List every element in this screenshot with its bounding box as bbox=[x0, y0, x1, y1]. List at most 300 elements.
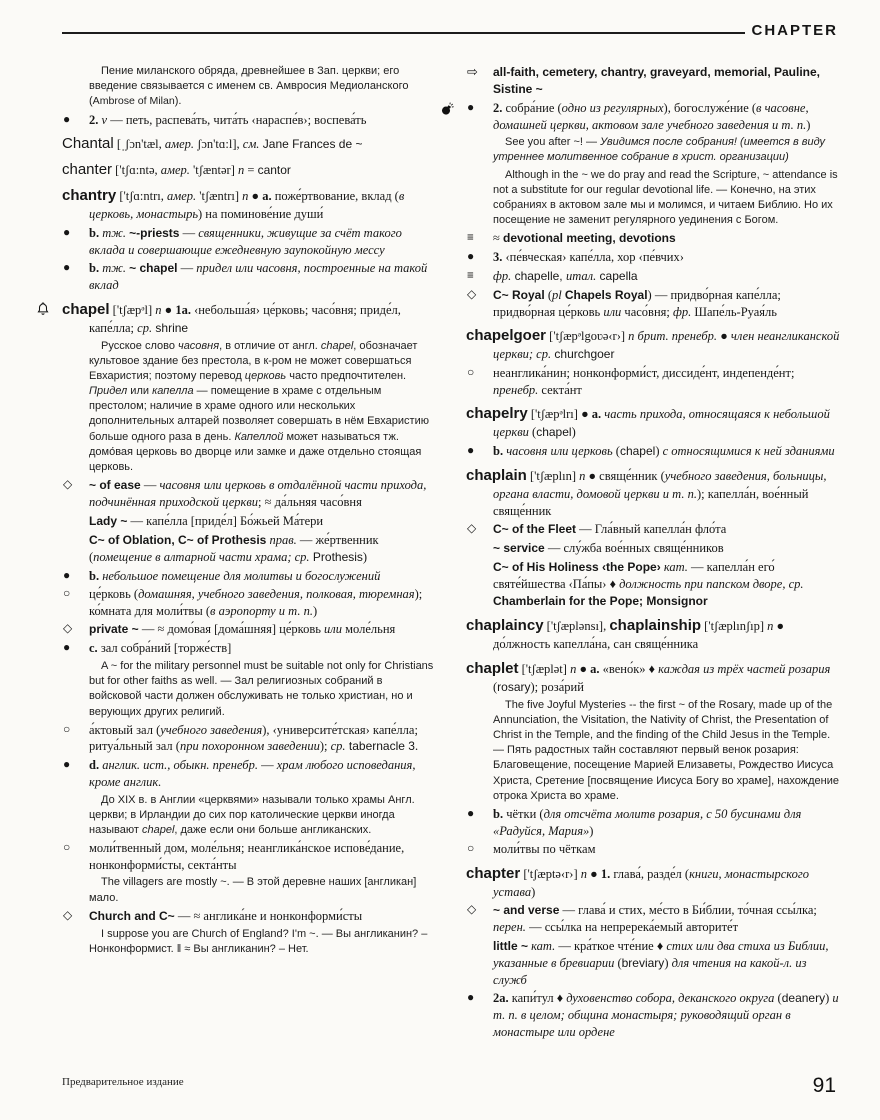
text-run: ● bbox=[161, 302, 176, 317]
text-run: breviary bbox=[621, 955, 665, 970]
text-run: ['tʃæpᵊlrı] ● bbox=[527, 407, 592, 422]
text-run: = bbox=[244, 163, 258, 178]
text-run: ) bbox=[362, 549, 368, 564]
text-run: chapel bbox=[320, 339, 354, 352]
dictionary-entry bbox=[62, 160, 438, 180]
text-run: — ссы́лка на непререка́емый авторите́т bbox=[525, 920, 739, 935]
text-run: . bbox=[414, 739, 419, 754]
text-run: d. bbox=[89, 758, 100, 773]
text-run: часть прихода, относящаяся к небольшой церкви bbox=[493, 407, 830, 440]
text-run: n bbox=[579, 469, 586, 484]
text-run: ['tʃæpᵊl] bbox=[109, 302, 156, 317]
text-run: ~ and verse bbox=[493, 903, 560, 918]
text-run: ) bbox=[655, 444, 663, 459]
dictionary-entry bbox=[466, 466, 842, 519]
circle-marker-icon: ○ bbox=[63, 840, 71, 855]
sense-line bbox=[62, 586, 438, 619]
text-run: n bbox=[570, 661, 577, 676]
left-column bbox=[62, 62, 438, 1041]
text-run: b. bbox=[89, 568, 100, 583]
sense-line bbox=[466, 249, 842, 266]
two-column-text bbox=[62, 62, 842, 1041]
text-run: 3. bbox=[493, 250, 503, 265]
equiv-marker-icon: ≡ bbox=[467, 230, 474, 245]
text-run: b. bbox=[493, 444, 504, 459]
text-run: — ≈ англика́не и нонконформи́сты bbox=[174, 908, 363, 923]
dot-marker-icon: ● bbox=[63, 260, 71, 275]
text-run: private ~ bbox=[89, 622, 139, 637]
text-run: книги, монастырского устава bbox=[493, 866, 810, 899]
text-run: Русское слово bbox=[101, 339, 178, 352]
text-run: прав. bbox=[269, 532, 297, 547]
text-run: тж. bbox=[102, 261, 126, 276]
text-run: ) bbox=[806, 117, 811, 132]
circle-marker-icon: ○ bbox=[63, 721, 71, 736]
text-run: ['tʃɑ:ntə, bbox=[112, 163, 161, 178]
text-run: chaplet bbox=[466, 659, 519, 677]
usage-note bbox=[62, 64, 438, 110]
text-run: ( bbox=[614, 955, 622, 970]
text-run: C~ of the Fleet bbox=[493, 522, 577, 537]
text-run: pl bbox=[551, 287, 562, 302]
dot-marker-icon: ● bbox=[63, 111, 71, 126]
sense-line bbox=[62, 621, 438, 638]
text-run: chapel bbox=[619, 444, 656, 459]
text-run: англик. ист., обыкн. пренебр. bbox=[102, 758, 258, 773]
text-run: C~ of His Holiness ‹the Pope› bbox=[493, 560, 661, 575]
sense-line bbox=[466, 806, 842, 839]
text-run: перен. bbox=[493, 920, 526, 935]
dictionary-entry bbox=[62, 134, 438, 154]
text-run: [ˌʃɔn'tæl, bbox=[113, 137, 165, 152]
text-run: ● bbox=[717, 329, 731, 344]
text-run: ) bbox=[825, 991, 833, 1006]
text-run: домашняя, учебного заведения, полковая, тюремная bbox=[138, 587, 415, 602]
text-run: chaplain bbox=[466, 467, 527, 485]
text-run: ['tʃæplət] bbox=[518, 661, 571, 676]
text-run: часо́вня; bbox=[621, 304, 673, 319]
sense-line bbox=[62, 840, 438, 873]
text-run: ); роза́рий bbox=[530, 679, 584, 694]
text-run: Пение миланского обряда, древнейшее в Зап. церкви; его введение связывается с именем св. Амвросия Медиоланского ( bbox=[89, 65, 409, 108]
text-run: ) — придво́рная капе́лла; придво́рная це́рковь bbox=[493, 287, 781, 319]
text-run: фр. bbox=[493, 268, 512, 283]
text-run: n bbox=[580, 866, 587, 881]
dot-marker-icon: ● bbox=[63, 757, 71, 772]
text-run: Придел bbox=[89, 385, 128, 398]
text-run: A ~ for the military personnel must be suitable not only for Christians but for other faiths as well. — Зал религиозных собраний в войсковой части должен обслуживать не только христиан, но и верующих других религий. bbox=[89, 660, 434, 718]
text-run: 1. bbox=[600, 866, 611, 881]
text-run: Увидимся после собрания! (имеется в виду утреннее молитвенное собрание в христ. организации) bbox=[493, 136, 826, 164]
text-run: и т. п. в целом; община монастыря; руководящий орган в монастыре или ордене bbox=[493, 991, 839, 1040]
text-run: The five Joyful Mysteries -- the first ~ of the Rosary, made up of the Annunciation, the Visitation, the Nativity of Christ, the Presentation of Christ in the Temple, and the finding of the Child Jesus in the Temple. — Пять радостных тайн составляют первый венок розария: Благовещение, посещение Марией Елизаветы, Рождество Иисуса Христа, Сретение [посвящение Иисуса Богу во храме], нахождение отрока Христа во храме. bbox=[493, 698, 840, 802]
text-run: ( bbox=[544, 287, 552, 302]
text-run: The villagers are mostly ~. — В этой деревне наших [англикан] мало. bbox=[89, 876, 417, 904]
text-run: ['tʃæptə‹r›] bbox=[520, 866, 581, 881]
text-run: n bbox=[155, 302, 162, 317]
diamond-marker-icon: ◇ bbox=[63, 907, 73, 922]
sense-line bbox=[62, 477, 438, 511]
dot-marker-icon: ● bbox=[63, 640, 71, 655]
sense-line bbox=[62, 260, 438, 294]
text-run: ( bbox=[528, 425, 537, 440]
text-run: ‹небольша́я› це́рковь; часо́вня; приде́л, капе́лла; bbox=[89, 302, 401, 335]
dictionary-entry bbox=[466, 326, 842, 363]
diamond-marker-icon: ◇ bbox=[63, 477, 73, 492]
text-run: ( bbox=[493, 679, 498, 694]
page-number: 91 bbox=[812, 1074, 836, 1097]
text-run: ‹пе́вческая› капе́лла, хор ‹пе́вчих› bbox=[502, 250, 684, 265]
diamond-marker-icon: ◇ bbox=[467, 286, 477, 301]
text-run: chanter bbox=[62, 161, 113, 179]
text-run: b. bbox=[89, 225, 100, 240]
dictionary-entry bbox=[466, 659, 842, 696]
text-run: моли́твы по чёткам bbox=[493, 842, 596, 857]
text-run: Ambrose of Milan bbox=[92, 95, 175, 108]
text-run: 2a. bbox=[493, 991, 509, 1006]
text-run: deanery bbox=[781, 991, 826, 1006]
text-run: церковь bbox=[244, 369, 287, 382]
text-run: chapelry bbox=[466, 405, 528, 423]
sense-line bbox=[466, 559, 842, 610]
text-run: ● bbox=[587, 866, 601, 881]
text-run: C~ Royal bbox=[493, 287, 545, 302]
text-run: devotional meeting, devotions bbox=[503, 231, 676, 246]
circle-marker-icon: ○ bbox=[467, 841, 475, 856]
text-run: chapter bbox=[466, 864, 521, 882]
diamond-marker-icon: ◇ bbox=[467, 902, 477, 917]
text-run: неанглика́нин; нонконформи́ст, диссиде́нт, индепенде́нт; bbox=[493, 366, 795, 381]
text-run: Lady ~ bbox=[89, 513, 128, 528]
text-run: 'tʃæntər] bbox=[189, 163, 238, 178]
sense-line bbox=[466, 990, 842, 1040]
text-run: ср. bbox=[330, 739, 346, 754]
text-run: ~-priests bbox=[129, 225, 180, 240]
sense-line bbox=[466, 521, 842, 538]
text-run: ['tʃæplınʃıp] bbox=[701, 619, 768, 634]
text-run: b. bbox=[89, 261, 100, 276]
header-rule bbox=[62, 32, 745, 34]
text-run: n bbox=[238, 163, 245, 178]
text-run: духовенство собора, деканского округа bbox=[566, 991, 775, 1006]
text-run: «вено́к» ♦ bbox=[599, 661, 659, 676]
usage-note bbox=[466, 135, 842, 165]
text-run: моле́льня bbox=[342, 622, 396, 637]
usage-note bbox=[62, 927, 438, 957]
text-run: ● до́лжность капелла́на, сан свяще́нника bbox=[493, 619, 785, 652]
text-run: амер. bbox=[160, 163, 190, 178]
text-run: пренебр. bbox=[493, 382, 539, 397]
dictionary-entry bbox=[62, 300, 438, 337]
text-run: 2. bbox=[493, 100, 503, 115]
text-run: chaplainship bbox=[609, 617, 702, 635]
sense-line bbox=[62, 722, 438, 756]
text-run: ( bbox=[612, 444, 620, 459]
sense-line bbox=[466, 64, 842, 98]
text-run: учебного заведения bbox=[160, 722, 263, 737]
text-run: — bbox=[257, 758, 277, 773]
text-run: может называться тж. домо́вая церковь во дворце или замке и даже отдельно стоящая церковь. bbox=[89, 430, 422, 473]
text-run: v bbox=[101, 112, 108, 127]
text-run: ) bbox=[571, 425, 576, 440]
text-run: в аэропорту и т. п. bbox=[210, 603, 313, 618]
circle-marker-icon: ○ bbox=[63, 586, 71, 601]
text-run: в часовне, домашней церкви, актовом зале учебного заведения и т. п. bbox=[493, 100, 809, 132]
text-run: ['tʃɑ:ntrı, bbox=[116, 189, 167, 204]
text-run: a. bbox=[591, 407, 602, 422]
text-run: поже́ртвование, вклад ( bbox=[271, 189, 399, 204]
text-run: a. bbox=[262, 189, 272, 204]
text-run: ● bbox=[576, 661, 591, 676]
running-head-word: CHAPTER bbox=[751, 22, 838, 39]
text-run: capella bbox=[596, 268, 638, 283]
text-run: или bbox=[127, 385, 153, 398]
text-run: ['tʃæplın] bbox=[526, 469, 580, 484]
sense-line bbox=[466, 230, 842, 247]
usage-note bbox=[62, 339, 438, 476]
text-run: See you after ~! — bbox=[505, 136, 601, 149]
text-run: или bbox=[324, 622, 342, 637]
text-run: b. bbox=[493, 806, 504, 821]
text-run: — bbox=[179, 225, 199, 240]
sense-line bbox=[62, 568, 438, 585]
dot-marker-icon: ● bbox=[63, 224, 71, 239]
text-run: фр. bbox=[672, 304, 692, 319]
text-run: должность при папском дворе, ср. bbox=[619, 577, 804, 592]
text-run: амер. bbox=[164, 137, 195, 152]
text-run: Шапе́ль-Руая́ль bbox=[691, 304, 777, 319]
text-run: в церковь, монастырь bbox=[89, 189, 405, 221]
dot-marker-icon: ● bbox=[467, 249, 475, 264]
text-run: — капелла́н его́ святе́йшества ‹Па́пы› ♦ bbox=[493, 560, 775, 592]
text-run: 2. bbox=[89, 112, 102, 127]
text-run: каждая из трёх частей розария bbox=[658, 661, 831, 676]
sense-line bbox=[62, 513, 438, 530]
text-run: — помещение в храме с отдельным престолом; наличие в храме одного или нескольких дополнительных алтарей позволяет совершать в нём Евхаристию больше одного раза в день. bbox=[89, 385, 429, 443]
text-run: — ≈ домо́вая [дома́шняя] це́рковь bbox=[138, 622, 325, 637]
text-run: часовня или церковь в отдалённой части прихода, подчинённая приходской церкви bbox=[89, 478, 427, 510]
sense-line bbox=[62, 908, 438, 925]
text-run: собра́ние ( bbox=[502, 100, 562, 115]
text-run: помещение в алтарной части храма; ср. bbox=[93, 549, 310, 564]
right-column bbox=[466, 62, 842, 1041]
text-run: капи́тул ♦ bbox=[508, 991, 567, 1006]
text-run: c. bbox=[89, 641, 98, 656]
text-run: ) на поминове́ние души́ bbox=[198, 206, 324, 221]
text-run: tabernacle 3 bbox=[345, 739, 415, 754]
text-run: кат. bbox=[531, 938, 556, 953]
text-run: n bbox=[242, 189, 249, 204]
text-run: ['tʃæpᵊlgoʋə‹r›] bbox=[546, 329, 629, 344]
text-run: священники, живущие за счёт такого вклада и совершающие ежедневную заупокойную мессу bbox=[89, 225, 402, 257]
dot-marker-icon: ● bbox=[467, 990, 475, 1005]
text-run: ); bbox=[319, 739, 331, 754]
text-run: це́рковь ( bbox=[89, 587, 139, 602]
text-run: чётки ( bbox=[503, 806, 544, 821]
text-run: — Гла́вный капелла́н фло́та bbox=[576, 522, 727, 537]
text-run: моли́твенный дом, моле́льня; неанглика́нское испове́дание, нонконформи́сты, секта́нты bbox=[89, 841, 405, 872]
text-run: при похоронном заведении bbox=[179, 739, 320, 754]
text-run: глава́, разде́л ( bbox=[610, 866, 690, 881]
text-run: секта́нт bbox=[538, 382, 582, 397]
text-run: амер. bbox=[166, 189, 197, 204]
text-run: часовня или церковь bbox=[506, 444, 613, 459]
text-run: — слу́жба вое́нных свяще́нников bbox=[544, 541, 724, 556]
text-run: chapelle, bbox=[511, 268, 566, 283]
text-run: часто предпочтителен. bbox=[286, 369, 407, 382]
text-run: член неангликанской церкви; ср. bbox=[493, 329, 840, 362]
text-run: ~ of ease bbox=[89, 478, 141, 493]
bomb-icon bbox=[440, 102, 460, 121]
text-run: — петь, распева́ть, чита́ть ‹нараспе́в›; воспева́ть bbox=[107, 112, 367, 127]
text-run: — bbox=[177, 261, 197, 276]
text-run: Chamberlain for the Pope; Monsignor bbox=[493, 594, 708, 609]
usage-note bbox=[62, 793, 438, 839]
text-run: ) bbox=[589, 823, 594, 838]
text-run: тж. bbox=[102, 225, 126, 240]
text-run: ● bbox=[248, 189, 263, 204]
text-run: ) bbox=[312, 603, 318, 618]
text-run: rosary bbox=[497, 679, 531, 694]
text-run: — кра́ткое чте́ние ♦ bbox=[555, 938, 667, 953]
running-header bbox=[62, 22, 838, 39]
text-run: chantry bbox=[62, 187, 117, 205]
text-run: Although in the ~ we do pray and read the Scripture, ~ attendance is not a substitute for our regular devotional life. — Конечно, на этих собраниях в актовом зале мы и молимся, и читаем Библию. Но их посещение не заменит регулярного уединения с Богом. bbox=[493, 168, 838, 227]
usage-note bbox=[466, 698, 842, 804]
text-run: ( bbox=[774, 991, 782, 1006]
text-run: с относящимися к ней зданиями bbox=[662, 444, 835, 459]
text-run: Church and C~ bbox=[89, 908, 175, 923]
text-run: для отсчёта молитв розария, с 50 бусинами для «Радуйся, Мария» bbox=[493, 806, 802, 838]
text-run: 1a. bbox=[175, 302, 191, 317]
dictionary-entry bbox=[466, 404, 842, 441]
text-run: — глава́ и стих, ме́сто в Би́блии, то́чная ссы́лка; bbox=[559, 903, 817, 918]
text-run: — капе́лла [приде́л] Бо́жьей Ма́тери bbox=[127, 513, 324, 528]
text-run: зал собра́ний [торже́ств] bbox=[97, 641, 232, 656]
dot-marker-icon: ● bbox=[467, 443, 475, 458]
text-run: ● свяще́нник ( bbox=[585, 469, 665, 484]
sense-line bbox=[466, 287, 842, 321]
text-run: , даже если они больше англиканских. bbox=[174, 823, 372, 836]
sense-line bbox=[466, 443, 842, 460]
text-run: ʃɔn'tɑ:l], bbox=[194, 137, 243, 152]
text-run: chapelgoer bbox=[466, 327, 547, 345]
sense-line bbox=[466, 365, 842, 398]
text-run: или bbox=[603, 304, 622, 319]
sense-line bbox=[466, 540, 842, 557]
text-run: часовня bbox=[178, 339, 220, 352]
text-run: Chapels Royal bbox=[564, 287, 648, 302]
text-run: n bbox=[767, 619, 774, 634]
arrow-marker-icon: ⇨ bbox=[467, 65, 478, 80]
text-run: ), богослуже́ние ( bbox=[663, 100, 757, 115]
diamond-marker-icon: ◇ bbox=[467, 521, 477, 536]
dictionary-entry bbox=[466, 616, 842, 653]
text-run: shrine bbox=[152, 320, 189, 335]
text-run: chapel bbox=[62, 300, 110, 318]
text-run: ); ко́мната для моли́твы ( bbox=[89, 587, 423, 618]
text-run: ) bbox=[664, 955, 672, 970]
sense-line bbox=[466, 938, 842, 989]
text-run: little ~ bbox=[493, 938, 529, 953]
text-run: а́ктовый зал ( bbox=[89, 722, 161, 737]
usage-note bbox=[466, 168, 842, 229]
sense-line bbox=[62, 225, 438, 259]
text-run: ). bbox=[174, 95, 182, 108]
text-run: ~ service bbox=[493, 541, 545, 556]
text-run: придел или часовня, построенные на такой вклад bbox=[89, 261, 428, 293]
text-run: cantor bbox=[257, 163, 291, 178]
text-run: chapel bbox=[536, 425, 572, 440]
text-run: учебного заведения, больницы, органа власти, домовой церкви и т. п. bbox=[493, 469, 827, 502]
equiv-marker-icon: ≡ bbox=[467, 267, 474, 282]
text-run: chaplaincy bbox=[466, 617, 544, 635]
text-run: Jane Frances de ~ bbox=[259, 137, 363, 152]
text-run: all-faith, cemetery, chantry, graveyard, memorial, Pauline, Sistine ~ bbox=[493, 65, 821, 96]
sense-line bbox=[466, 100, 842, 133]
sense-line bbox=[62, 532, 438, 566]
text-run: Chantal bbox=[62, 135, 114, 153]
text-run: ['tʃæplənsı], bbox=[543, 619, 610, 634]
sense-line bbox=[62, 757, 438, 790]
text-run: ; ≈ да́льняя часо́вня bbox=[258, 495, 362, 510]
text-run: см. bbox=[242, 137, 260, 152]
dot-marker-icon: ● bbox=[467, 99, 475, 114]
text-run: До XIX в. в Англии «церквями» называли только храмы Англ. церкви; в Ирландии до сих пор католические церкви иногда называют bbox=[89, 793, 415, 836]
text-run: a. bbox=[590, 661, 600, 676]
text-run: — bbox=[140, 478, 160, 493]
text-run: для чтения на какой-л. из служб bbox=[493, 955, 807, 987]
text-run: итал. bbox=[565, 268, 597, 283]
text-run: ); капелла́н, вое́нный свяще́нник bbox=[493, 487, 809, 518]
dot-marker-icon: ● bbox=[467, 805, 475, 820]
diamond-marker-icon: ◇ bbox=[63, 621, 73, 636]
dictionary-entry bbox=[62, 186, 438, 223]
sense-line bbox=[466, 268, 842, 285]
text-run: , в отличие от англ. bbox=[219, 339, 321, 352]
edition-note: Предварительное издание bbox=[62, 1076, 184, 1088]
text-run: кат. bbox=[663, 560, 688, 575]
dot-marker-icon: ● bbox=[63, 567, 71, 582]
text-run: храм любого исповедания, кроме англик. bbox=[89, 758, 416, 789]
text-run: n брит. пренебр. bbox=[628, 329, 718, 344]
text-run: стих или два стиха из Библии, указанные в бревиарии bbox=[493, 938, 829, 970]
sense-line bbox=[62, 112, 438, 129]
text-run: 'tʃæntrı] bbox=[196, 189, 243, 204]
sense-line bbox=[62, 640, 438, 657]
text-run: C~ of Oblation, C~ of Prothesis bbox=[89, 532, 267, 547]
text-run: Prothesis bbox=[309, 549, 363, 564]
text-run: I suppose you are Church of England? I'm ~. — Вы англиканин? – Нонконформист. ‖ ≈ Вы англиканин? – Нет. bbox=[89, 927, 428, 955]
text-run: — же́ртвенник ( bbox=[89, 532, 379, 564]
usage-note bbox=[62, 659, 438, 720]
bell-icon bbox=[36, 302, 56, 321]
text-run: ~ chapel bbox=[129, 261, 178, 276]
text-run: одно из регулярных bbox=[561, 100, 664, 115]
text-run: ≈ bbox=[493, 231, 503, 246]
sense-line bbox=[466, 841, 842, 858]
text-run: Капеллой bbox=[234, 430, 284, 443]
dictionary-entry bbox=[466, 864, 842, 901]
text-run: churchgoer bbox=[551, 347, 615, 362]
text-run: chapel bbox=[141, 823, 175, 836]
usage-note bbox=[62, 875, 438, 905]
text-run: ср. bbox=[137, 320, 153, 335]
circle-marker-icon: ○ bbox=[467, 365, 475, 380]
text-run: , обозначает культовое здание без престола, в к-ром не может совершаться Евхаристия; поэтому перевод bbox=[89, 339, 418, 382]
text-run: ), ‹университе́тская› капе́лла; ритуа́льный зал ( bbox=[89, 722, 418, 754]
text-run: капелла bbox=[152, 385, 194, 398]
